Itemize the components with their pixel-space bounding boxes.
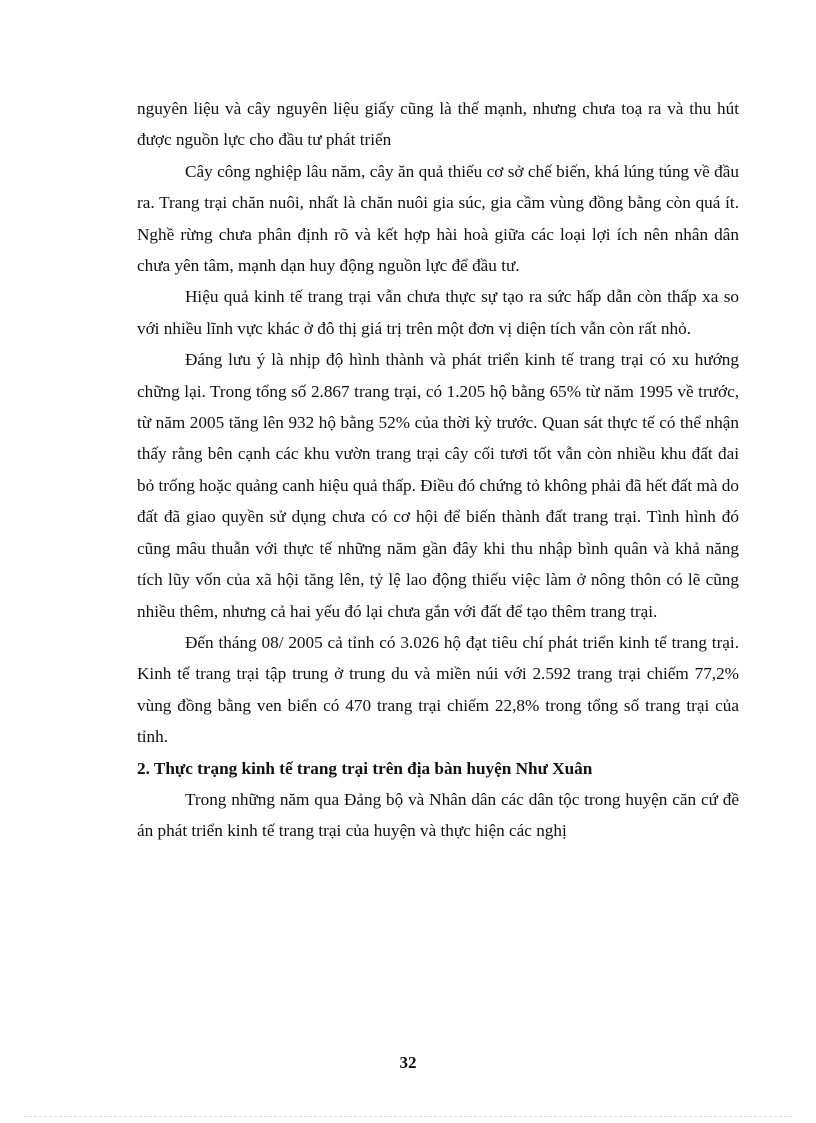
paragraph-development-pace: Đáng lưu ý là nhịp độ hình thành và phát triển kinh tế trang trại có xu hướng chững lại. Trong tổng số 2.867 trang trại, có 1.205 hộ bằng 65% từ năm 1995 về trước, từ năm 2005 tăng lên 932 hộ bằng 52% của thời kỳ trước. Quan sát thực tế có thể nhận thấy rằng bên cạnh các khu vườn trang trại cây cối tươi tốt vẫn còn nhiều khu đất đai bỏ trống hoặc quảng canh hiệu quả thấp. Điều đó chứng tỏ không phải đã hết đất mà do đất đã giao quyền sử dụng chưa có cơ hội để biến thành đất trang trại. Tình hình đó cũng mâu thuẫn với thực tế những năm gần đây khi thu nhập bình quân và khả năng tích lũy vốn của xã hội tăng lên, tỷ lệ lao động thiếu việc làm ở nông thôn có lẽ cũng nhiều thêm, nhưng cả hai yếu đó lại chưa gắn với đất để tạo thêm trang trại. [137,350,739,621]
paragraph-district-intro: Trong những năm qua Đảng bộ và Nhân dân các dân tộc trong huyện căn cứ đề án phát triển kinh tế trang trại của huyện và thực hiện các nghị [137,789,739,841]
paragraph-continuation: nguyên liệu và cây nguyên liệu giấy cũng là thế mạnh, nhưng chưa toạ ra và thu hút được nguồn lực cho đầu tư phát triển [137,99,739,150]
paragraph-economic-efficiency: Hiệu quả kinh tế trang trại vẫn chưa thực sự tạo ra sức hấp dẫn còn thấp xa so với nhiều lĩnh vực khác ở đô thị giá trị trên một đơn vị diện tích vẫn còn rất nhỏ. [137,287,739,338]
section-heading: 2. Thực trạng kinh tế trang trại trên địa bàn huyện Như Xuân [137,758,593,778]
paragraph-province-statistics: Đến tháng 08/ 2005 cả tỉnh có 3.026 hộ đạt tiêu chí phát triển kinh tế trang trại. Kinh tế trang trại tập trung ở trung du và miền núi với 2.592 trang trại chiếm 77,2% vùng đồng bằng ven biển có 470 trang trại chiếm 22,8% trong tổng số trang trại của tỉnh. [137,632,739,747]
paragraph-perennial-crops: Cây công nghiệp lâu năm, cây ăn quả thiếu cơ sở chế biến, khá lúng túng về đầu ra. Trang trại chăn nuôi, nhất là chăn nuôi gia súc, gia cầm vùng đồng bằng còn quá ít. Nghề rừng chưa phân định rõ và kết hợp hài hoà giữa các loại lợi ích nên nhân dân chưa yên tâm, mạnh dạn huy động nguồn lực để đầu tư. [137,161,739,276]
page-bottom-divider [24,1116,792,1117]
page-number: 32 [399,1053,417,1072]
document-body [137,93,739,847]
